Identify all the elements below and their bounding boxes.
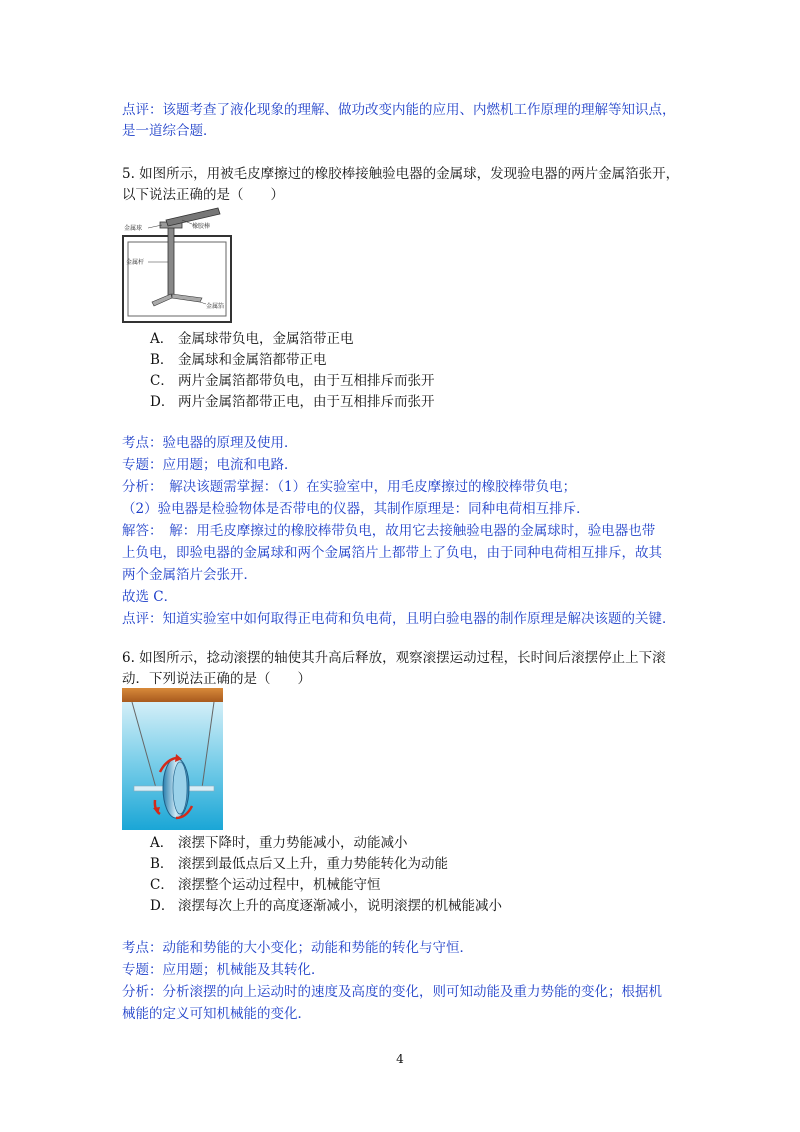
- q6-zhuanti: 专题：应用题；机械能及其转化．: [122, 962, 325, 978]
- q6-option-a[interactable]: A． 滚摆下降时，重力势能减小，动能减小: [150, 835, 408, 851]
- q5-option-d[interactable]: D． 两片金属箔都带正电，由于互相排斥而张开: [150, 394, 435, 410]
- wooden-beam: [122, 688, 223, 702]
- q6-fenxi-2: 械能的定义可知机械能的变化．: [122, 1006, 311, 1022]
- q5-option-a[interactable]: A． 金属球带负电，金属箔带正电: [150, 331, 354, 347]
- q5-zhuanti: 专题：应用题；电流和电路．: [122, 457, 298, 473]
- q5-fenxi-2: （2）验电器是检验物体是否带电的仪器，其制作原理是：同种电荷相互排斥．: [122, 501, 590, 517]
- q5-option-b[interactable]: B． 金属球和金属箔都带正电: [150, 352, 327, 368]
- q6-stem-line-2: 动．下列说法正确的是（ ）: [122, 671, 311, 687]
- q5-jieda-1: 解答： 解：用毛皮摩擦过的橡胶棒带负电，故用它去接触验电器的金属球时，验电器也带: [122, 523, 656, 539]
- q6-kaodian: 考点：动能和势能的大小变化；动能和势能的转化与守恒．: [122, 940, 473, 956]
- q6-stem-line-1: 6. 如图所示，捻动滚摆的轴使其升高后释放，观察滚摆运动过程，长时间后滚摆停止上下滚: [122, 650, 666, 666]
- pendulum-figure: [122, 688, 223, 830]
- q6-option-c[interactable]: C． 滚摆整个运动过程中，机械能守恒: [150, 877, 381, 893]
- q6-option-d[interactable]: D． 滚摆每次上升的高度逐渐减小，说明滚摆的机械能减小: [150, 898, 502, 914]
- q5-option-c[interactable]: C． 两片金属箔都带负电，由于互相排斥而张开: [150, 373, 435, 389]
- q6-fenxi-1: 分析：分析滚摆的向上运动时的速度及高度的变化，则可知动能及重力势能的变化；根据机: [122, 984, 662, 1000]
- q5-stem-line-1: 5. 如图所示，用被毛皮摩擦过的橡胶棒接触验电器的金属球，发现验电器的两片金属箔张开，: [122, 166, 680, 182]
- q5-kaodian: 考点：验电器的原理及使用．: [122, 435, 298, 451]
- q6-option-b[interactable]: B． 滚摆到最低点后又上升，重力势能转化为动能: [150, 856, 448, 872]
- label-ball: 金属球: [124, 225, 143, 232]
- label-foil: 金属箔: [206, 303, 225, 310]
- page-number: 4: [396, 1052, 404, 1066]
- foil-right: [172, 294, 202, 302]
- q5-fenxi-1: 分析： 解决该题需掌握：（1）在实验室中，用毛皮摩擦过的橡胶棒带负电；: [122, 479, 577, 495]
- q5-dianping: 点评：知道实验室中如何取得正电荷和负电荷，且明白验电器的制作原理是解决该题的关键．: [122, 611, 676, 627]
- electroscope-figure: [122, 206, 234, 324]
- q5-answer: 故选 C．: [122, 589, 178, 605]
- label-bar: 金属杆: [126, 259, 145, 266]
- q5-jieda-2: 上负电，即验电器的金属球和两个金属箔片上都带上了负电，由于同种电荷相互排斥，故其: [122, 545, 662, 561]
- prev-comment-line-2: 是一道综合题．: [122, 123, 217, 139]
- metal-bar: [168, 226, 174, 296]
- foil-left: [152, 294, 172, 306]
- q5-jieda-3: 两个金属箔片会张开．: [122, 567, 257, 583]
- q5-stem-line-2: 以下说法正确的是（ ）: [122, 187, 284, 203]
- prev-comment-line-1: 点评：该题考查了液化现象的理解、做功改变内能的应用、内燃机工作原理的理解等知识点，: [122, 102, 676, 118]
- label-rod: 橡胶棒: [192, 223, 211, 230]
